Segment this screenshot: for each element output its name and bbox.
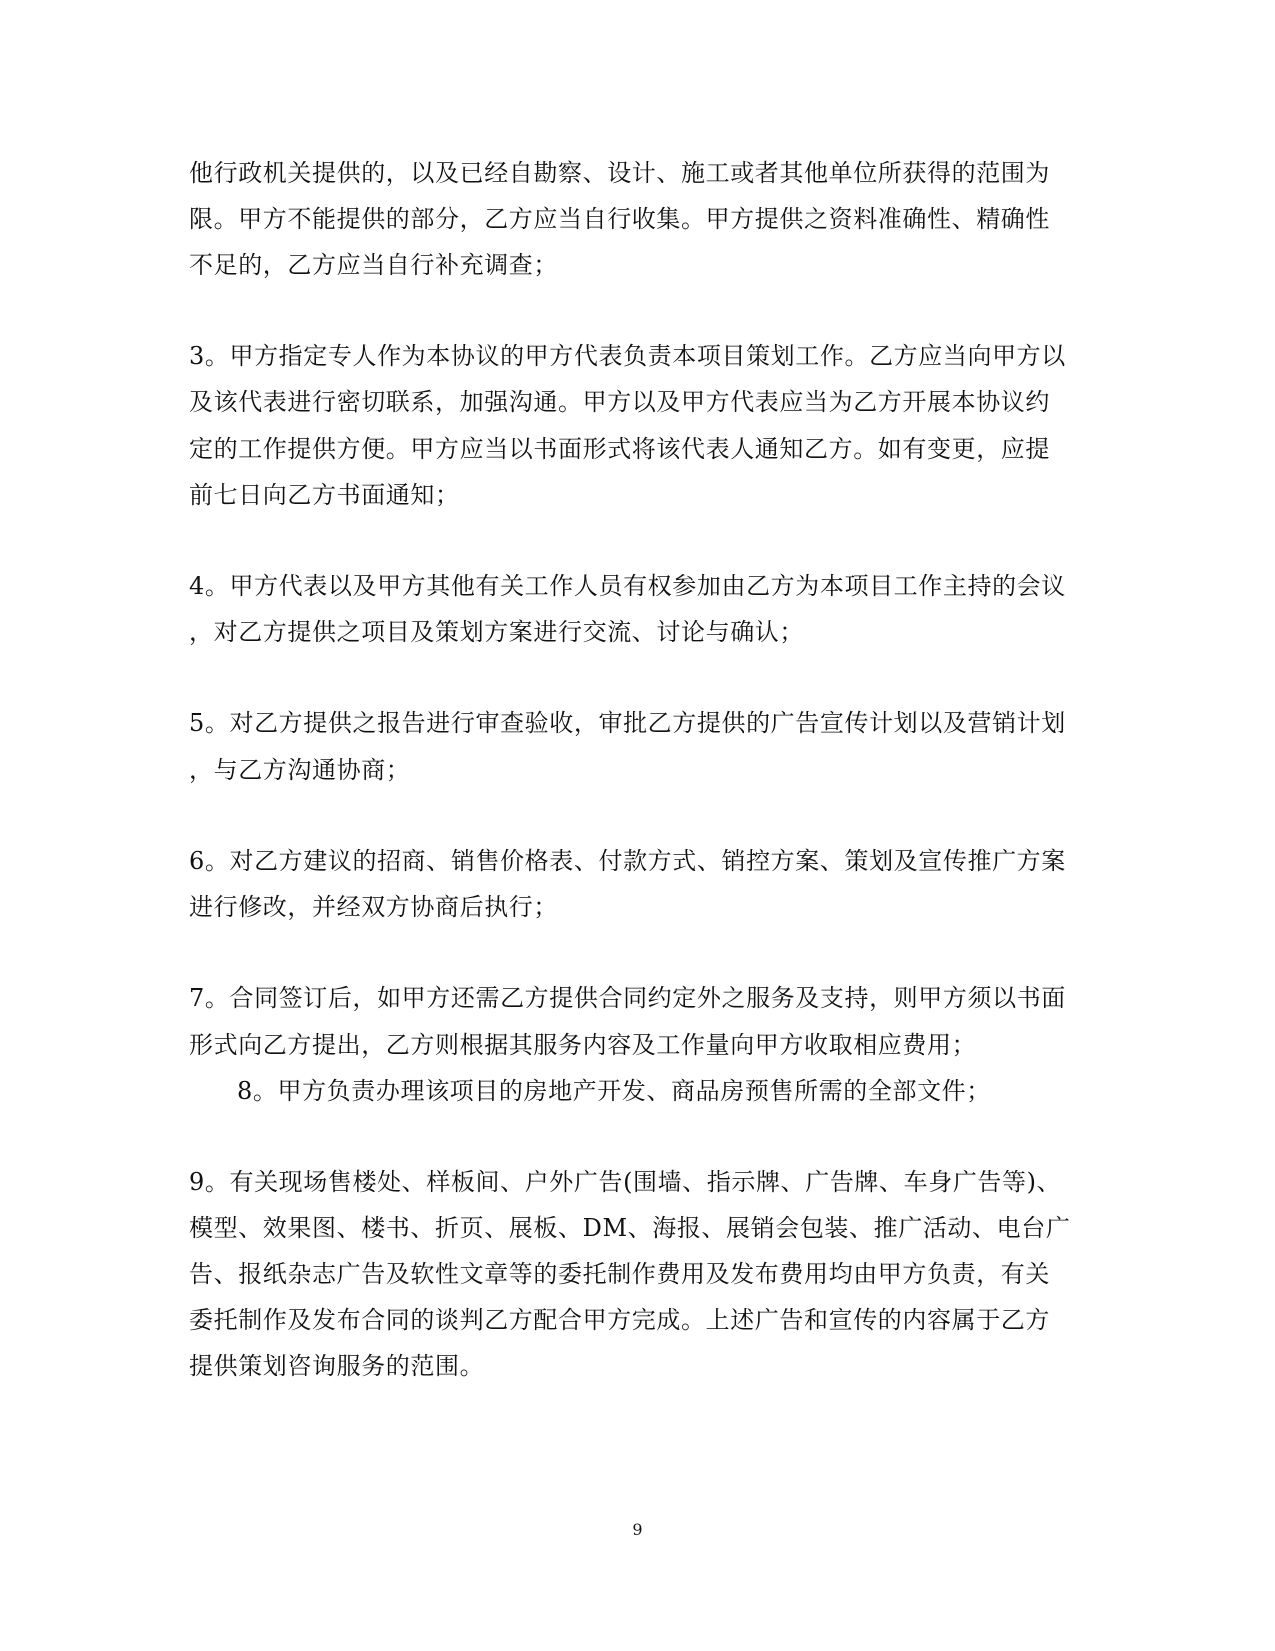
paragraph-4-line-1: 5。对乙方提供之报告进行审查验收，审批乙方提供的广告宣传计划以及营销计划	[189, 709, 1066, 737]
paragraph-8-line-3: 告、报纸杂志广告及软性文章等的委托制作费用及发布费用均由甲方负责，有关	[189, 1260, 1050, 1288]
paragraph-3-line-2: ，对乙方提供之项目及策划方案进行交流、讨论与确认；	[189, 618, 804, 646]
paragraph-2-line-4: 前七日向乙方书面通知；	[189, 481, 460, 509]
paragraph-8-line-1: 9。有关现场售楼处、样板间、户外广告(围墙、指示牌、广告牌、车身广告等)、	[189, 1168, 1062, 1196]
paragraph-3-line-1: 4。甲方代表以及甲方其他有关工作人员有权参加由乙方为本项目工作主持的会议	[189, 572, 1066, 600]
paragraph-1-line-2: 限。甲方不能提供的部分，乙方应当自行收集。甲方提供之资料准确性、精确性	[189, 205, 1050, 233]
paragraph-8-line-4: 委托制作及发布合同的谈判乙方配合甲方完成。上述广告和宣传的内容属于乙方	[189, 1306, 1050, 1334]
paragraph-5-line-1: 6。对乙方建议的招商、销售价格表、付款方式、销控方案、策划及宣传推广方案	[189, 847, 1066, 875]
paragraph-8-line-2: 模型、效果图、楼书、折页、展板、DM、海报、展销会包装、推广活动、电台广	[189, 1214, 1071, 1242]
paragraph-6-line-2: 形式向乙方提出，乙方则根据其服务内容及工作量向甲方收取相应费用；	[189, 1031, 977, 1059]
paragraph-1-line-1: 他行政机关提供的，以及已经自勘察、设计、施工或者其他单位所获得的范围为	[189, 159, 1050, 187]
paragraph-1-line-3: 不足的，乙方应当自行补充调查；	[189, 251, 558, 279]
paragraph-2-line-1: 3。甲方指定专人作为本协议的甲方代表负责本项目策划工作。乙方应当向甲方以	[189, 342, 1066, 370]
paragraph-7-line-1: 8。甲方负责办理该项目的房地产开发、商品房预售所需的全部文件；	[237, 1077, 991, 1105]
paragraph-4-line-2: ，与乙方沟通协商；	[189, 756, 411, 784]
paragraph-2-line-3: 定的工作提供方便。甲方应当以书面形式将该代表人通知乙方。如有变更，应提	[189, 435, 1050, 463]
paragraph-2-line-2: 及该代表进行密切联系，加强沟通。甲方以及甲方代表应当为乙方开展本协议约	[189, 388, 1050, 416]
paragraph-5-line-2: 进行修改，并经双方协商后执行；	[189, 893, 558, 921]
paragraph-8-line-5: 提供策划咨询服务的范围。	[189, 1352, 485, 1380]
paragraph-6-line-1: 7。合同签订后，如甲方还需乙方提供合同约定外之服务及支持，则甲方须以书面	[189, 984, 1066, 1012]
page-number: 9	[632, 1520, 643, 1539]
